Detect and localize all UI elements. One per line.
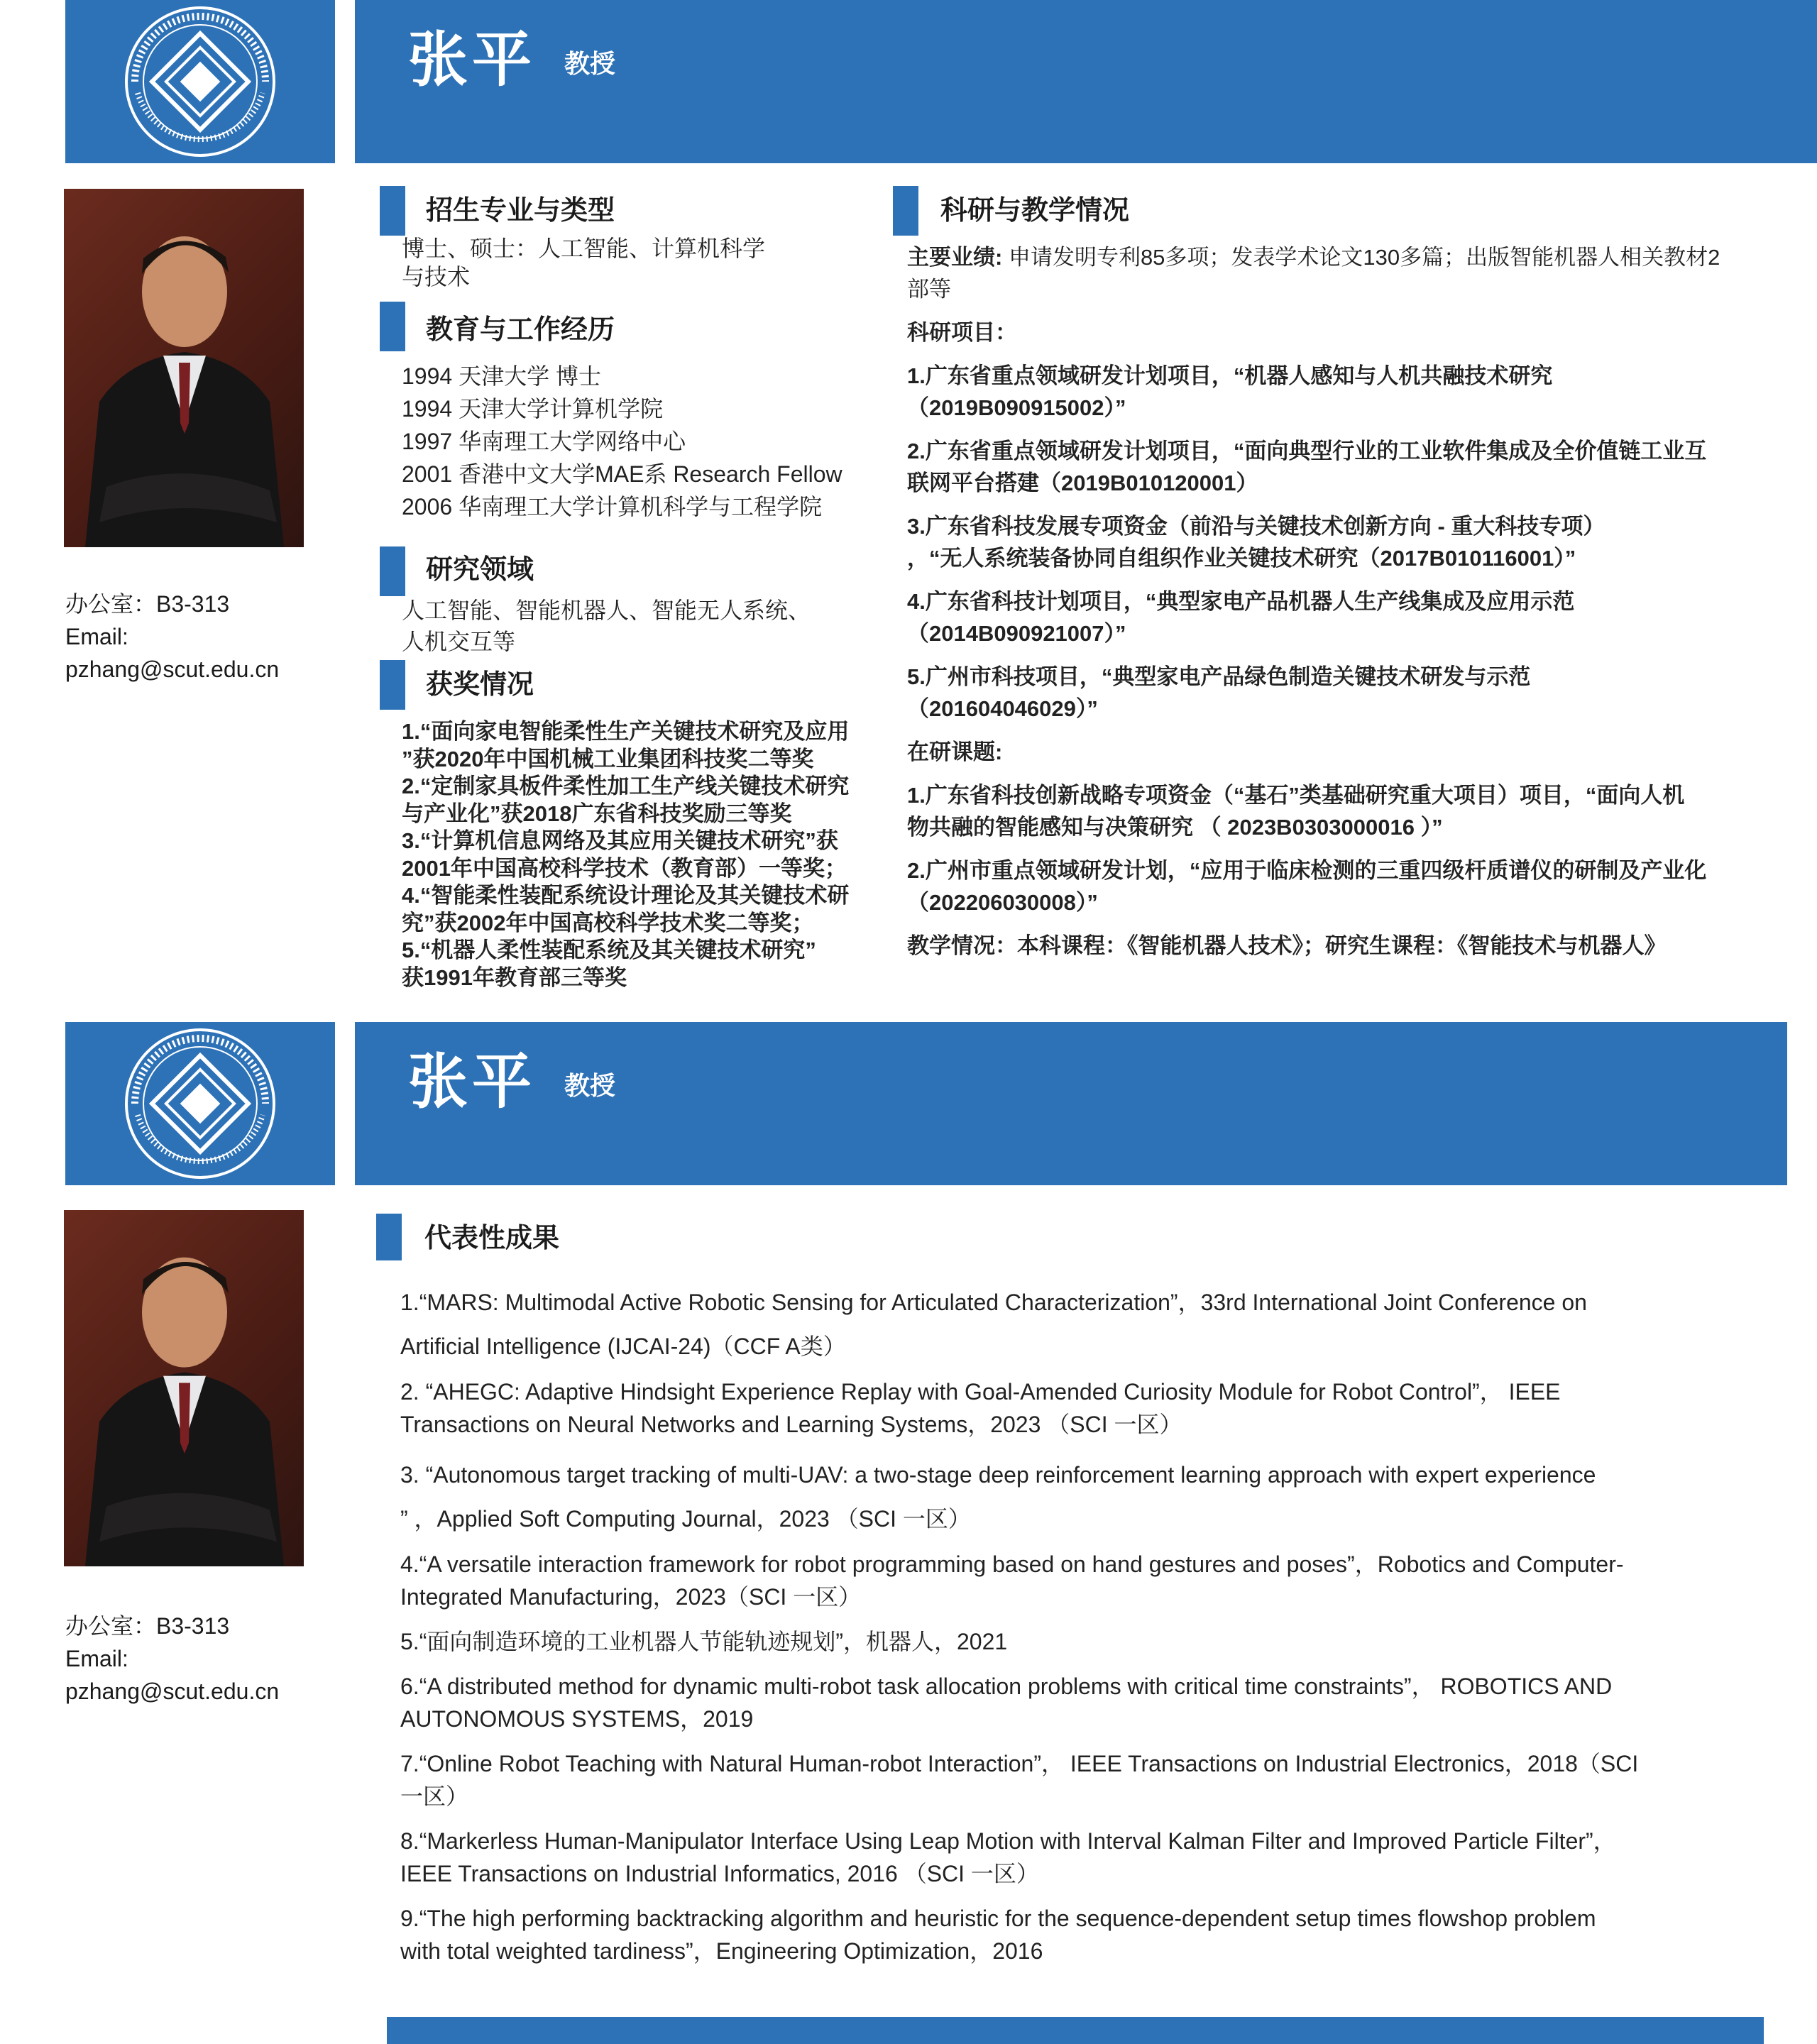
research-block	[907, 241, 1787, 973]
achievement-item: 6.“A distributed method for dynamic multi-robot task allocation problems with critical time constraints”， ROBOTICS AND AUTONOMOUS SYSTEMS，2019	[400, 1674, 1613, 1732]
award-line: 1.“面向家电智能柔性生产关键技术研究及应用	[402, 719, 850, 744]
teaching-text: 教学情况：本科课程：《智能机器人技术》；研究生课程：《智能技术与机器人》	[907, 933, 1667, 958]
award-line: 与产业化”获2018广东省科技奖励三等奖	[402, 801, 792, 826]
research-area-line: 人机交互等	[402, 629, 516, 654]
section-title-education: 教育与工作经历	[426, 315, 615, 345]
project-item: 1.广东省重点领域研发计划项目，“机器人感知与人机共融技术研究 （2019B090915002）”	[907, 363, 1553, 420]
school-logo-icon	[122, 4, 278, 160]
achievement-item: 7.“Online Robot Teaching with Natural Human-robot Interaction”， IEEE Transactions on Industrial Electronics，2018（SCI 一区）	[400, 1751, 1639, 1809]
project-item: 4.广东省科技计划项目，“典型家电产品机器人生产线集成及应用示范 （2014B090921007）”	[907, 589, 1575, 646]
school-logo-panel	[65, 0, 335, 163]
school-logo-panel	[65, 1022, 335, 1185]
education-line: 1994 天津大学 博士	[402, 363, 601, 389]
enroll-text	[402, 234, 828, 291]
school-logo-icon	[122, 1026, 278, 1182]
awards-list	[402, 718, 899, 991]
achievement-item: 5.“面向制造环境的工业机器人节能轨迹规划”，机器人，2021	[400, 1629, 1008, 1654]
ongoing-item: 2.广州市重点领域研发计划，“应用于临床检测的三重四级杆质谱仪的研制及产业化 （202206030008）”	[907, 858, 1707, 915]
email-label: Email:	[65, 1646, 128, 1671]
email-link[interactable]: pzhang@scut.edu.cn	[65, 656, 280, 682]
project-item: 3.广东省科技发展专项资金（前沿与关键技术创新方向 - 重大科技专项） ，“无人系统装备协同自组织作业关键技术研究（2017B010116001）”	[907, 514, 1605, 571]
education-list	[402, 360, 899, 523]
achievement-item: 4.“A versatile interaction framework for robot programming based on hand gestures and poses”，Robotics and Computer- Integrated Manufacturing，2023（SCI 一区）	[400, 1551, 1624, 1610]
award-line: 究”获2002年中国高校科学技术奖二等奖；	[402, 910, 814, 935]
next-page-banner	[387, 2017, 1764, 2044]
person-name: 张平	[408, 1048, 537, 1115]
award-line: 3.“计算机信息网络及其应用关键技术研究”获	[402, 828, 838, 853]
section-bar	[380, 546, 405, 596]
portrait-photo	[64, 1210, 304, 1566]
award-line: 5.“机器人柔性装配系统及其关键技术研究”	[402, 938, 816, 962]
section-bar	[380, 302, 405, 351]
section-bar	[376, 1214, 402, 1260]
achievement-item: 9.“The high performing backtracking algorithm and heuristic for the sequence-dependent setup times flowshop problem with total weighted tardiness”，Engineering Optimization，2016	[400, 1906, 1596, 1964]
project-item: 5.广州市科技项目，“典型家电产品绿色制造关键技术研发与示范 （201604046029）”	[907, 664, 1531, 721]
achievement-item: 3. “Autonomous target tracking of multi-UAV: a two-stage deep reinforcement learning approach with expert experience ” ，Applied Soft Computing Journal，2023 （SCI 一区）	[400, 1462, 1596, 1532]
section-title-enroll: 招生专业与类型	[426, 196, 615, 226]
main-text: 部等	[907, 277, 951, 302]
education-line: 1994 天津大学计算机学院	[402, 396, 664, 422]
section-bar	[380, 186, 405, 236]
email-label: Email:	[65, 624, 128, 649]
enroll-line: 博士、硕士：人工智能、计算机科学	[402, 236, 766, 261]
contact-block	[65, 1610, 279, 1708]
ongoing-label: 在研课题:	[907, 740, 1003, 764]
contact-block	[65, 588, 279, 686]
award-line: 4.“智能柔性装配系统设计理论及其关键技术研	[402, 883, 850, 908]
section-title-research: 科研与教学情况	[940, 196, 1130, 226]
projects-label: 科研项目：	[907, 320, 1017, 345]
project-item: 2.广东省重点领域研发计划项目，“面向典型行业的工业软件集成及全价值链工业互 联网平台搭建（2019B010120001）	[907, 439, 1707, 495]
main-text: 申请发明专利85多项；发表学术论文130多篇；出版智能机器人相关教材2	[1002, 245, 1720, 270]
award-line: 2001年中国高校科学技术（教育部）一等奖；	[402, 855, 847, 881]
portrait-photo	[64, 189, 304, 547]
achievements-list	[400, 1280, 1770, 1979]
education-line: 2001 香港中文大学MAE系 Research Fellow	[402, 461, 842, 487]
office-text: 办公室：B3-313	[65, 1613, 230, 1639]
person-name: 张平	[408, 26, 537, 93]
achievement-item: 1.“MARS: Multimodal Active Robotic Sensing for Articulated Characterization”，33rd International Joint Conference on Artificial Intelligence (IJCAI-24)（CCF A类）	[400, 1290, 1587, 1359]
header-banner	[355, 0, 1817, 163]
section-bar	[893, 186, 918, 236]
person-title: 教授	[564, 1071, 616, 1100]
header-banner	[355, 1022, 1787, 1185]
section-title-research-area: 研究领域	[426, 555, 534, 585]
education-line: 1997 华南理工大学网络中心	[402, 429, 686, 454]
ongoing-item: 1.广东省科技创新战略专项资金（“基石”类基础研究重大项目）项目，“面向人机 物共融的智能感知与决策研究 （ 2023B0303000016 ）”	[907, 783, 1685, 840]
email-link[interactable]: pzhang@scut.edu.cn	[65, 1678, 280, 1704]
enroll-line: 与技术	[402, 264, 471, 290]
award-line: 2.“定制家具板件柔性加工生产线关键技术研究	[402, 774, 850, 798]
research-area-text	[402, 595, 863, 657]
office-text: 办公室：B3-313	[65, 591, 230, 617]
achievement-item: 8.“Markerless Human-Manipulator Interface Using Leap Motion with Interval Kalman Filter and Improved Particle Filter”， IEEE Transactions on Industrial Informatics, 2016 （SCI 一区）	[400, 1828, 1616, 1886]
achievement-item: 2. “AHEGC: Adaptive Hindsight Experience Replay with Goal-Amended Curiosity Module for Robot Control”， IEEE Transactions on Neural Networks and Learning Systems，2023 （SCI 一区）	[400, 1379, 1561, 1437]
main-achievements	[907, 241, 1787, 305]
section-title-awards: 获奖情况	[426, 670, 534, 700]
person-title: 教授	[564, 49, 616, 78]
award-line: 获1991年教育部三等奖	[402, 965, 627, 990]
main-label: 主要业绩:	[907, 245, 1003, 270]
section-title-achievements: 代表性成果	[424, 1224, 560, 1253]
section-bar	[380, 660, 405, 710]
research-area-line: 人工智能、智能机器人、智能无人系统、	[402, 598, 811, 623]
award-line: ”获2020年中国机械工业集团科技奖二等奖	[402, 746, 814, 771]
education-line: 2006 华南理工大学计算机科学与工程学院	[402, 494, 823, 520]
